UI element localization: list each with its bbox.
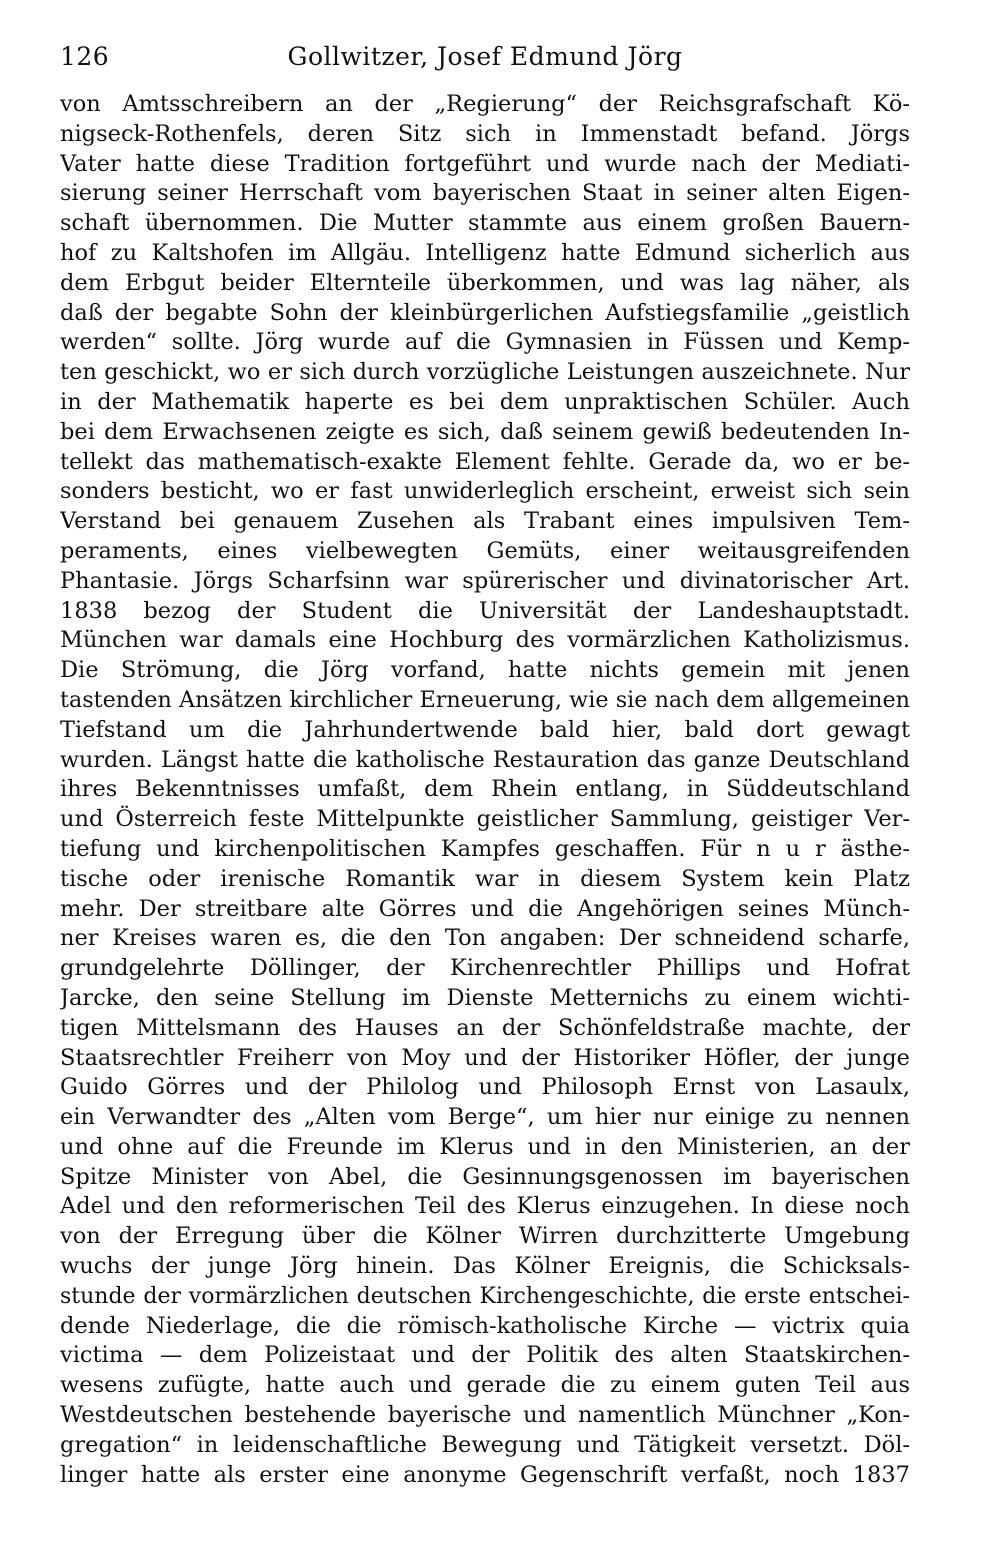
text-line: Guido Görres und der Philolog und Philosoph Ernst von Lasaulx, <box>60 1074 910 1101</box>
text-line: bei dem Erwachsenen zeigte es sich, daß seinem gewiß bedeutenden In- <box>60 418 910 445</box>
text-line: schaft übernommen. Die Mutter stammte aus einem großen Bauern- <box>60 210 910 237</box>
text-line: grundgelehrte Döllinger, der Kirchenrechtler Phillips und Hofrat <box>60 955 910 982</box>
text-line: mehr. Der streitbare alte Görres und die Angehörigen seines Münch- <box>60 895 910 922</box>
text-line: tische oder irenische Romantik war in diesem System kein Platz <box>60 865 910 892</box>
text-line: wurden. Längst hatte die katholische Restauration das ganze Deutschland <box>60 746 910 773</box>
text-line: Staatsrechtler Freiherr von Moy und der Historiker Höfler, der junge <box>60 1044 910 1071</box>
page-header <box>60 42 910 82</box>
text-line: Verstand bei genauem Zusehen als Trabant eines impulsiven Tem- <box>60 508 910 535</box>
text-line: linger hatte als erster eine anonyme Gegenschrift verfaßt, noch 1837 <box>60 1461 910 1488</box>
body-text <box>60 90 910 1520</box>
text-line: Westdeutschen bestehende bayerische und namentlich Münchner „Kon- <box>60 1402 910 1429</box>
text-line: Jarcke, den seine Stellung im Dienste Metternichs zu einem wichti- <box>60 984 910 1011</box>
text-line: ein Verwandter des „Alten vom Berge“, um hier nur einige zu nennen <box>60 1104 910 1131</box>
text-line: ten geschickt, wo er sich durch vorzügliche Leistungen auszeichnete. Nur <box>60 359 910 386</box>
text-line: daß der begabte Sohn der kleinbürgerlichen Aufstiegsfamilie „geistlich <box>60 299 910 326</box>
text-line: 1838 bezog der Student die Universität der Landeshauptstadt. <box>60 597 910 624</box>
text-line: von Amtsschreibern an der „Regierung“ der Reichsgrafschaft Kö- <box>60 91 910 117</box>
text-line: Phantasie. Jörgs Scharfsinn war spürerischer und divinatorischer Art. <box>60 567 910 594</box>
text-line: gregation“ in leidenschaftliche Bewegung und Tätigkeit versetzt. Döl- <box>60 1431 910 1458</box>
text-line: von der Erregung über die Kölner Wirren durchzitterte Umgebung <box>60 1223 910 1250</box>
text-line: tellekt das mathematisch-exakte Element fehlte. Gerade da, wo er be- <box>60 448 910 475</box>
text-line: dem Erbgut beider Elternteile überkommen, und was lag näher, als <box>60 269 910 296</box>
text-line: victima — dem Polizeistaat und der Politik des alten Staatskirchen- <box>60 1342 910 1369</box>
text-line: werden“ sollte. Jörg wurde auf die Gymnasien in Füssen und Kemp- <box>60 329 910 356</box>
text-line: peraments, eines vielbewegten Gemüts, einer weitausgreifenden <box>60 537 910 564</box>
text-line: tastenden Ansätzen kirchlicher Erneuerung, wie sie nach dem allgemeinen <box>60 686 910 713</box>
text-line: stunde der vormärzlichen deutschen Kirchengeschichte, die erste entschei- <box>60 1283 910 1309</box>
text-line: Die Strömung, die Jörg vorfand, hatte nichts gemein mit jenen <box>60 657 910 684</box>
text-line: ihres Bekenntnisses umfaßt, dem Rhein entlang, in Süddeutschland <box>60 776 910 803</box>
text-line: dende Niederlage, die die römisch-katholische Kirche — victrix quia <box>60 1312 910 1339</box>
text-line: und ohne auf die Freunde im Klerus und in den Ministerien, an der <box>60 1133 910 1160</box>
text-line: ner Kreises waren es, die den Ton angaben: Der schneidend scharfe, <box>60 925 910 952</box>
text-line: Adel und den reformerischen Teil des Klerus einzugehen. In diese noch <box>60 1193 910 1220</box>
text-line: wuchs der junge Jörg hinein. Das Kölner Ereignis, die Schicksals- <box>60 1253 910 1280</box>
text-line: und Österreich feste Mittelpunkte geistlicher Sammlung, geistiger Ver- <box>60 806 910 833</box>
running-title: Gollwitzer, Josef Edmund Jörg <box>287 42 683 71</box>
text-line: wesens zufügte, hatte auch und gerade die zu einem guten Teil aus <box>60 1372 910 1399</box>
text-line: Vater hatte diese Tradition fortgeführt und wurde nach der Mediati- <box>60 150 910 177</box>
text-line: München war damals eine Hochburg des vormärzlichen Katholizismus. <box>60 627 910 654</box>
text-line: in der Mathematik haperte es bei dem unpraktischen Schüler. Auch <box>60 388 910 415</box>
text-line: tiefung und kirchenpolitischen Kampfes geschaffen. Für n u r ästhe- <box>60 835 910 862</box>
text-line: Spitze Minister von Abel, die Gesinnungsgenossen im bayerischen <box>60 1163 910 1190</box>
text-line: sierung seiner Herrschaft vom bayerischen Staat in seiner alten Eigen- <box>60 180 910 207</box>
text-line: tigen Mittelsmann des Hauses an der Schönfeldstraße machte, der <box>60 1014 910 1041</box>
text-line: hof zu Kaltshofen im Allgäu. Intelligenz hatte Edmund sicherlich aus <box>60 239 910 266</box>
page-number: 126 <box>60 42 110 71</box>
text-line <box>60 1490 910 1520</box>
text-line: Tiefstand um die Jahrhundertwende bald hier, bald dort gewagt <box>60 716 910 743</box>
text-line: nigseck-Rothenfels, deren Sitz sich in Immenstadt befand. Jörgs <box>60 120 910 147</box>
text-line: sonders besticht, wo er fast unwiderleglich erscheint, erweist sich sein <box>60 478 910 505</box>
